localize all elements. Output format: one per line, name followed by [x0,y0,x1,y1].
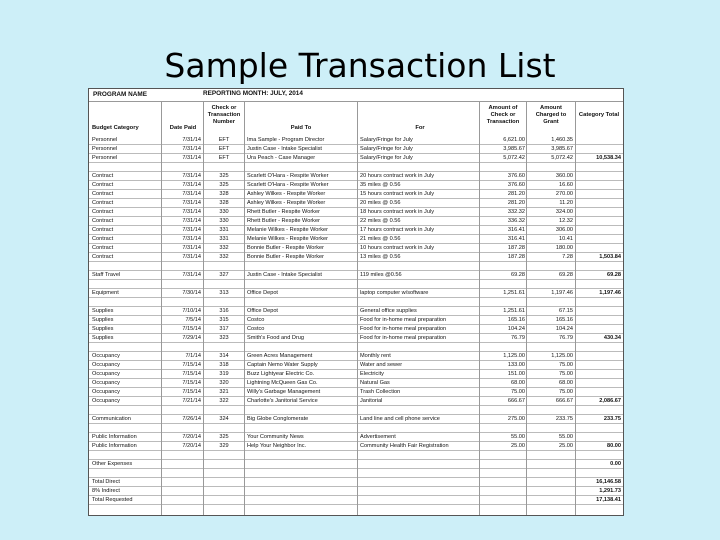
amount-cell: 376.60 [507,173,525,179]
table-row [89,181,623,190]
for-cell: Electricity [360,371,384,377]
table-row [89,379,623,388]
budget-category-cell: Supplies [92,308,114,314]
for-cell: 17 hours contract work in July [360,227,434,233]
paid-to-cell: Bonnie Butler - Respite Worker [247,245,324,251]
category-total-cell: 1,291.73 [599,488,621,494]
budget-category-cell: Personnel [92,137,118,143]
budget-category-cell: Supplies [92,335,114,341]
col-divider [161,101,162,515]
check-number-cell: 325 [219,434,229,440]
amount-grant-cell: 666.67 [555,398,573,404]
table-row [89,280,623,289]
amount-cell: 5,072.42 [503,155,525,161]
budget-category-cell: Total Requested [92,497,133,503]
budget-category-cell: Occupancy [92,380,120,386]
date-paid-cell: 7/31/14 [182,137,201,143]
amount-cell: 316.41 [507,236,525,242]
amount-grant-cell: 180.00 [555,245,573,251]
date-paid-cell: 7/10/14 [182,308,201,314]
for-cell: Natural Gas [360,380,390,386]
date-paid-cell: 7/29/14 [182,335,201,341]
date-paid-cell: 7/31/14 [182,200,201,206]
for-cell: 119 miles @0.56 [360,272,402,278]
table-row [89,172,623,181]
amount-cell: 76.79 [511,335,525,341]
paid-to-cell: Green Acres Management [247,353,313,359]
check-number-cell: 318 [219,362,229,368]
amount-cell: 1,125.00 [503,353,525,359]
amount-cell: 376.60 [507,182,525,188]
check-number-cell: 328 [219,191,229,197]
amount-grant-cell: 5,072.42 [551,155,573,161]
amount-cell: 666.67 [507,398,525,404]
date-paid-cell: 7/30/14 [182,290,201,296]
table-row [89,451,623,460]
category-total-cell: 69.28 [607,272,621,278]
header-for: For [415,125,425,131]
amount-grant-cell: 67.15 [559,308,573,314]
paid-to-cell: Scarlett O'Hara - Respite Worker [247,173,329,179]
header-date-paid: Date Paid [169,125,197,131]
category-total-cell: 2,086.67 [599,398,621,404]
table-row [89,433,623,442]
amount-cell: 336.32 [507,218,525,224]
for-cell: Trash Collection [360,389,401,395]
paid-to-cell: Ura Peach - Case Manager [247,155,316,161]
amount-grant-cell: 165.16 [555,317,573,323]
budget-category-cell: Personnel [92,146,118,152]
date-paid-cell: 7/15/14 [182,362,201,368]
amount-grant-cell: 104.24 [555,326,573,332]
for-cell: laptop computer w/software [360,290,429,296]
amount-grant-cell: 12.32 [559,218,573,224]
table-row [89,307,623,316]
paid-to-cell: Costco [247,326,265,332]
table-row [89,460,623,469]
header-amount: Amount of Check or Transaction [486,105,520,125]
check-number-cell: 332 [219,245,229,251]
amount-cell: 187.28 [507,245,525,251]
amount-cell: 281.20 [507,191,525,197]
for-cell: Salary/Fringe for July [360,155,413,161]
category-total-cell: 430.34 [603,335,621,341]
budget-category-cell: Public Information [92,434,137,440]
table-row [89,415,623,424]
table-row [89,478,623,487]
amount-grant-cell: 75.00 [559,362,573,368]
header-divider [89,101,623,102]
for-cell: Land line and cell phone service [360,416,440,422]
table-row [89,388,623,397]
for-cell: Food for in-home meal preparation [360,335,447,341]
for-cell: Food for in-home meal preparation [360,317,447,323]
for-cell: 21 miles @ 0.56 [360,236,401,242]
slide-title: Sample Transaction List [164,46,556,85]
date-paid-cell: 7/31/14 [182,227,201,233]
amount-grant-cell: 68.00 [559,380,573,386]
amount-grant-cell: 233.75 [555,416,573,422]
amount-grant-cell: 76.79 [559,335,573,341]
amount-cell: 332.32 [507,209,525,215]
amount-cell: 187.28 [507,254,525,260]
header-paid-to: Paid To [290,125,312,131]
amount-grant-cell: 324.00 [555,209,573,215]
for-cell: Salary/Fringe for July [360,137,413,143]
date-paid-cell: 7/5/14 [185,317,201,323]
amount-cell: 1,251.61 [503,290,525,296]
table-row [89,217,623,226]
table-row [89,442,623,451]
table-row [89,469,623,478]
amount-grant-cell: 360.00 [555,173,573,179]
for-cell: Janitorial [360,398,383,404]
check-number-cell: 331 [219,236,229,242]
table-row [89,262,623,271]
budget-category-cell: Communication [92,416,131,422]
amount-cell: 69.28 [511,272,525,278]
budget-category-cell: Personnel [92,155,118,161]
check-number-cell: 328 [219,200,229,206]
for-cell: 18 hours contract work in July [360,209,434,215]
check-number-cell: 331 [219,227,229,233]
col-divider [244,101,245,515]
category-total-cell: 233.75 [603,416,621,422]
for-cell: 22 miles @ 0.56 [360,218,401,224]
for-cell: Community Health Fair Registration [360,443,449,449]
budget-category-cell: Contract [92,218,114,224]
amount-cell: 25.00 [511,443,525,449]
paid-to-cell: Ashley Wilkes - Respite Worker [247,191,326,197]
budget-category-cell: Other Expenses [92,461,133,467]
for-cell: Advertisement [360,434,396,440]
check-number-cell: EFT [218,137,230,143]
paid-to-cell: Scarlett O'Hara - Respite Worker [247,182,329,188]
for-cell: Food for in-home meal preparation [360,326,447,332]
budget-category-cell: Occupancy [92,371,120,377]
budget-category-cell: Contract [92,200,114,206]
program-name-label: PROGRAM NAME [93,91,147,98]
col-divider [203,101,204,515]
budget-category-cell: Contract [92,227,114,233]
amount-grant-cell: 7.28 [562,254,573,260]
table-row [89,424,623,433]
amount-cell: 133.00 [507,362,525,368]
for-cell: General office supplies [360,308,417,314]
check-number-cell: EFT [218,155,230,161]
date-paid-cell: 7/31/14 [182,209,201,215]
amount-grant-cell: 75.00 [559,389,573,395]
amount-cell: 6,621.00 [503,137,525,143]
check-number-cell: 323 [219,335,229,341]
check-number-cell: 316 [219,308,229,314]
paid-to-cell: Bonnie Butler - Respite Worker [247,254,324,260]
budget-category-cell: Occupancy [92,362,120,368]
amount-grant-cell: 1,125.00 [551,353,573,359]
budget-category-cell: Contract [92,182,114,188]
paid-to-cell: Costco [247,317,265,323]
paid-to-cell: Justin Case - Intake Specialist [247,272,322,278]
check-number-cell: 313 [219,290,229,296]
for-cell: 10 hours contract work in July [360,245,434,251]
budget-category-cell: Staff Travel [92,272,121,278]
category-total-cell: 10,538.34 [596,155,621,161]
amount-cell: 104.24 [507,326,525,332]
paid-to-cell: Melanie Wilkes - Respite Worker [247,227,329,233]
table-row [89,199,623,208]
date-paid-cell: 7/31/14 [182,182,201,188]
category-total-cell: 16,146.58 [596,479,621,485]
amount-grant-cell: 10.41 [559,236,573,242]
paid-to-cell: Smith's Food and Drug [247,335,305,341]
header-category-total: Category Total [578,112,620,118]
check-number-cell: 324 [219,416,229,422]
budget-category-cell: Contract [92,245,114,251]
check-number-cell: 317 [219,326,229,332]
table-row [89,235,623,244]
amount-cell: 281.20 [507,200,525,206]
paid-to-cell: Captain Nemo Water Supply [247,362,318,368]
table-row [89,325,623,334]
amount-cell: 75.00 [511,389,525,395]
amount-grant-cell: 55.00 [559,434,573,440]
paid-to-cell: Help Your Neighbor Inc. [247,443,307,449]
table-row [89,208,623,217]
table-row [89,343,623,352]
category-total-cell: 0.00 [610,461,621,467]
date-paid-cell: 7/15/14 [182,371,201,377]
category-total-cell: 17,138.41 [596,497,621,503]
amount-grant-cell: 11.20 [559,200,573,206]
amount-grant-cell: 1,460.35 [551,137,573,143]
date-paid-cell: 7/15/14 [182,380,201,386]
check-number-cell: 315 [219,317,229,323]
check-number-cell: EFT [218,146,230,152]
amount-grant-cell: 3,985.67 [551,146,573,152]
table-row [89,298,623,307]
for-cell: 15 hours contract work in July [360,191,434,197]
header-amount-grant: Amount Charged to Grant [535,105,567,125]
check-number-cell: 330 [219,209,229,215]
paid-to-cell: Charlotte's Janitorial Service [247,398,318,404]
date-paid-cell: 7/31/14 [182,245,201,251]
sheet-top [89,89,623,99]
date-paid-cell: 7/31/14 [182,191,201,197]
amount-grant-cell: 69.28 [559,272,573,278]
amount-cell: 316.41 [507,227,525,233]
check-number-cell: 325 [219,182,229,188]
amount-cell: 1,251.61 [503,308,525,314]
paid-to-cell: Willy's Garbage Management [247,389,321,395]
budget-category-cell: Supplies [92,326,114,332]
budget-category-cell: Contract [92,173,114,179]
for-cell: Salary/Fringe for July [360,146,413,152]
paid-to-cell: Melanie Wilkes - Respite Worker [247,236,329,242]
check-number-cell: 314 [219,353,229,359]
table-row [89,352,623,361]
col-divider [575,101,576,515]
check-number-cell: 320 [219,380,229,386]
table-row [89,145,623,154]
budget-category-cell: Occupancy [92,398,120,404]
header-check-number: Check or Transaction Number [207,105,241,125]
table-row [89,361,623,370]
paid-to-cell: Big Globe Conglomerate [247,416,309,422]
date-paid-cell: 7/15/14 [182,389,201,395]
date-paid-cell: 7/31/14 [182,236,201,242]
column-headers [89,105,623,133]
for-cell: 13 miles @ 0.56 [360,254,401,260]
for-cell: 20 miles @ 0.56 [360,200,401,206]
table-row [89,244,623,253]
budget-category-cell: Equipment [92,290,119,296]
check-number-cell: 329 [219,443,229,449]
amount-cell: 275.00 [507,416,525,422]
date-paid-cell: 7/31/14 [182,173,201,179]
table-row [89,316,623,325]
check-number-cell: 332 [219,254,229,260]
amount-cell: 165.16 [507,317,525,323]
amount-cell: 55.00 [511,434,525,440]
col-divider [479,101,480,515]
amount-cell: 3,985.67 [503,146,525,152]
amount-grant-cell: 16.60 [559,182,573,188]
date-paid-cell: 7/31/14 [182,146,201,152]
budget-category-cell: Public Information [92,443,137,449]
category-total-cell: 1,503.84 [599,254,621,260]
table-row [89,334,623,343]
amount-cell: 68.00 [511,380,525,386]
check-number-cell: 327 [219,272,229,278]
amount-grant-cell: 1,197.46 [551,290,573,296]
paid-to-cell: Justin Case - Intake Specialist [247,146,322,152]
for-cell: Water and sewer [360,362,403,368]
date-paid-cell: 7/20/14 [182,434,201,440]
check-number-cell: 321 [219,389,229,395]
date-paid-cell: 7/31/14 [182,155,201,161]
amount-grant-cell: 270.00 [555,191,573,197]
budget-category-cell: Total Direct [92,479,120,485]
table-row [89,496,623,505]
paid-to-cell: Office Depot [247,290,278,296]
budget-category-cell: 8% Indirect [92,488,120,494]
paid-to-cell: Buzz Lightyear Electric Co. [247,371,315,377]
amount-cell: 151.00 [507,371,525,377]
table-row [89,370,623,379]
paid-to-cell: Office Depot [247,308,278,314]
table-row [89,190,623,199]
table-row [89,253,623,262]
table-row [89,397,623,406]
for-cell: Monthly rent [360,353,391,359]
check-number-cell: 325 [219,173,229,179]
transaction-sheet [88,88,624,516]
budget-category-cell: Occupancy [92,353,120,359]
budget-category-cell: Contract [92,254,114,260]
reporting-month-label: REPORTING MONTH: JULY, 2014 [203,90,303,97]
budget-category-cell: Contract [92,236,114,242]
paid-to-cell: Ashley Wilkes - Respite Worker [247,200,326,206]
col-divider [526,101,527,515]
budget-category-cell: Contract [92,191,114,197]
date-paid-cell: 7/31/14 [182,254,201,260]
check-number-cell: 330 [219,218,229,224]
amount-grant-cell: 75.00 [559,371,573,377]
budget-category-cell: Supplies [92,317,114,323]
budget-category-cell: Contract [92,209,114,215]
paid-to-cell: Ima Sample - Program Director [247,137,325,143]
date-paid-cell: 7/15/14 [182,326,201,332]
paid-to-cell: Rhett Butler - Respite Worker [247,209,320,215]
for-cell: 35 miles @ 0.56 [360,182,401,188]
amount-grant-cell: 306.00 [555,227,573,233]
table-row [89,487,623,496]
table-row [89,406,623,415]
check-number-cell: 322 [219,398,229,404]
header-budget-category: Budget Category [92,125,139,131]
table-row [89,136,623,145]
paid-to-cell: Your Community News [247,434,304,440]
table-row [89,154,623,163]
table-row [89,163,623,172]
date-paid-cell: 7/26/14 [182,416,201,422]
category-total-cell: 1,197.46 [599,290,621,296]
paid-to-cell: Rhett Butler - Respite Worker [247,218,320,224]
date-paid-cell: 7/21/14 [182,398,201,404]
table-row [89,289,623,298]
date-paid-cell: 7/31/14 [182,218,201,224]
check-number-cell: 319 [219,371,229,377]
table-row [89,271,623,280]
table-row [89,226,623,235]
date-paid-cell: 7/20/14 [182,443,201,449]
amount-grant-cell: 25.00 [559,443,573,449]
col-divider [357,101,358,515]
date-paid-cell: 7/31/14 [182,272,201,278]
paid-to-cell: Lightning McQueen Gas Co. [247,380,318,386]
date-paid-cell: 7/1/14 [185,353,201,359]
for-cell: 20 hours contract work in July [360,173,434,179]
category-total-cell: 80.00 [607,443,621,449]
budget-category-cell: Occupancy [92,389,120,395]
